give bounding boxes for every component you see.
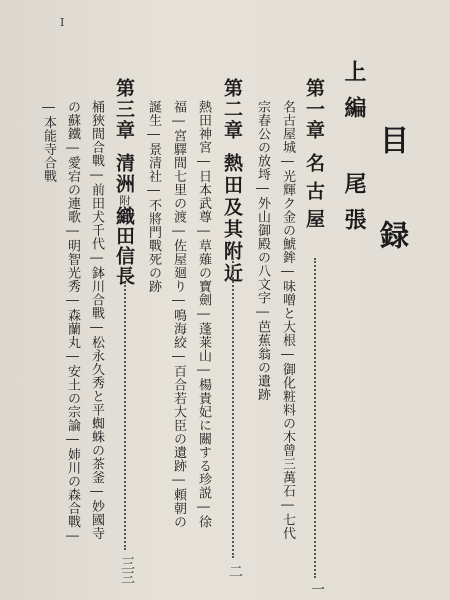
chapter-1-subline-2: 宗春公の放埓―外山御殿の八文字―芭蕉翁の遺跡 bbox=[255, 100, 270, 401]
chapter-3-label: 第三章 bbox=[113, 78, 135, 141]
chapter-1-label: 第一章 bbox=[303, 78, 325, 141]
chapter-1-leader-dots bbox=[314, 258, 316, 578]
chapter-2-heading bbox=[222, 78, 241, 285]
chapter-1-page: 一 bbox=[309, 582, 325, 596]
chapter-2-subline-1: 熱田神宮―日本武尊―草薙の寶劍―蓬莱山―楊貴妃に關する珍説―徐 bbox=[196, 100, 211, 529]
chapter-3-page: 三三 bbox=[119, 556, 135, 584]
chapter-3-name: 清洲 bbox=[113, 153, 135, 195]
chapter-3-subline-3: ―本能寺合戰 bbox=[41, 100, 56, 183]
chapter-3-leader-dots bbox=[124, 282, 126, 550]
page-number: I bbox=[60, 16, 65, 29]
chapter-2-name: 熱田及其附近 bbox=[221, 153, 243, 285]
chapter-3-name-appendix: 附 bbox=[118, 195, 131, 206]
chapter-2-subline-3: 誕生―景清社―不將門戰死の跡 bbox=[146, 100, 161, 293]
chapter-1-subline-1: 名古屋城―光輝ク金の鯱鉾―味噌と大根―御化粧料の木曾三萬石―七代 bbox=[280, 100, 295, 540]
chapter-3-subline-1: 桶狹間合戰―前田犬千代―鉢川合戰―松永久秀と平蜘蛛の茶釜―妙國寺 bbox=[89, 100, 104, 540]
chapter-3-subline-2: の蘇鐵―愛宕の連歌―明智光秀―森蘭丸―安土の宗論―姉川の森合戰― bbox=[65, 100, 80, 544]
chapter-2-subline-2: 福―宮驛間七里の渡―佐屋廻り―鳴海絞―百合若大臣の遺跡―頼朝の bbox=[171, 100, 186, 529]
chapter-3-name-extra: 織田信長 bbox=[113, 206, 135, 286]
chapter-3-heading bbox=[114, 78, 133, 286]
part-heading: 上編 尾張 bbox=[341, 60, 367, 244]
chapter-1-name: 名古屋 bbox=[303, 153, 325, 237]
page-title: 目 録 bbox=[376, 125, 410, 265]
chapter-1-heading bbox=[304, 78, 323, 237]
chapter-2-label: 第二章 bbox=[221, 78, 243, 141]
chapter-2-leader-dots bbox=[232, 258, 234, 558]
chapter-2-page: 二 bbox=[227, 564, 243, 578]
